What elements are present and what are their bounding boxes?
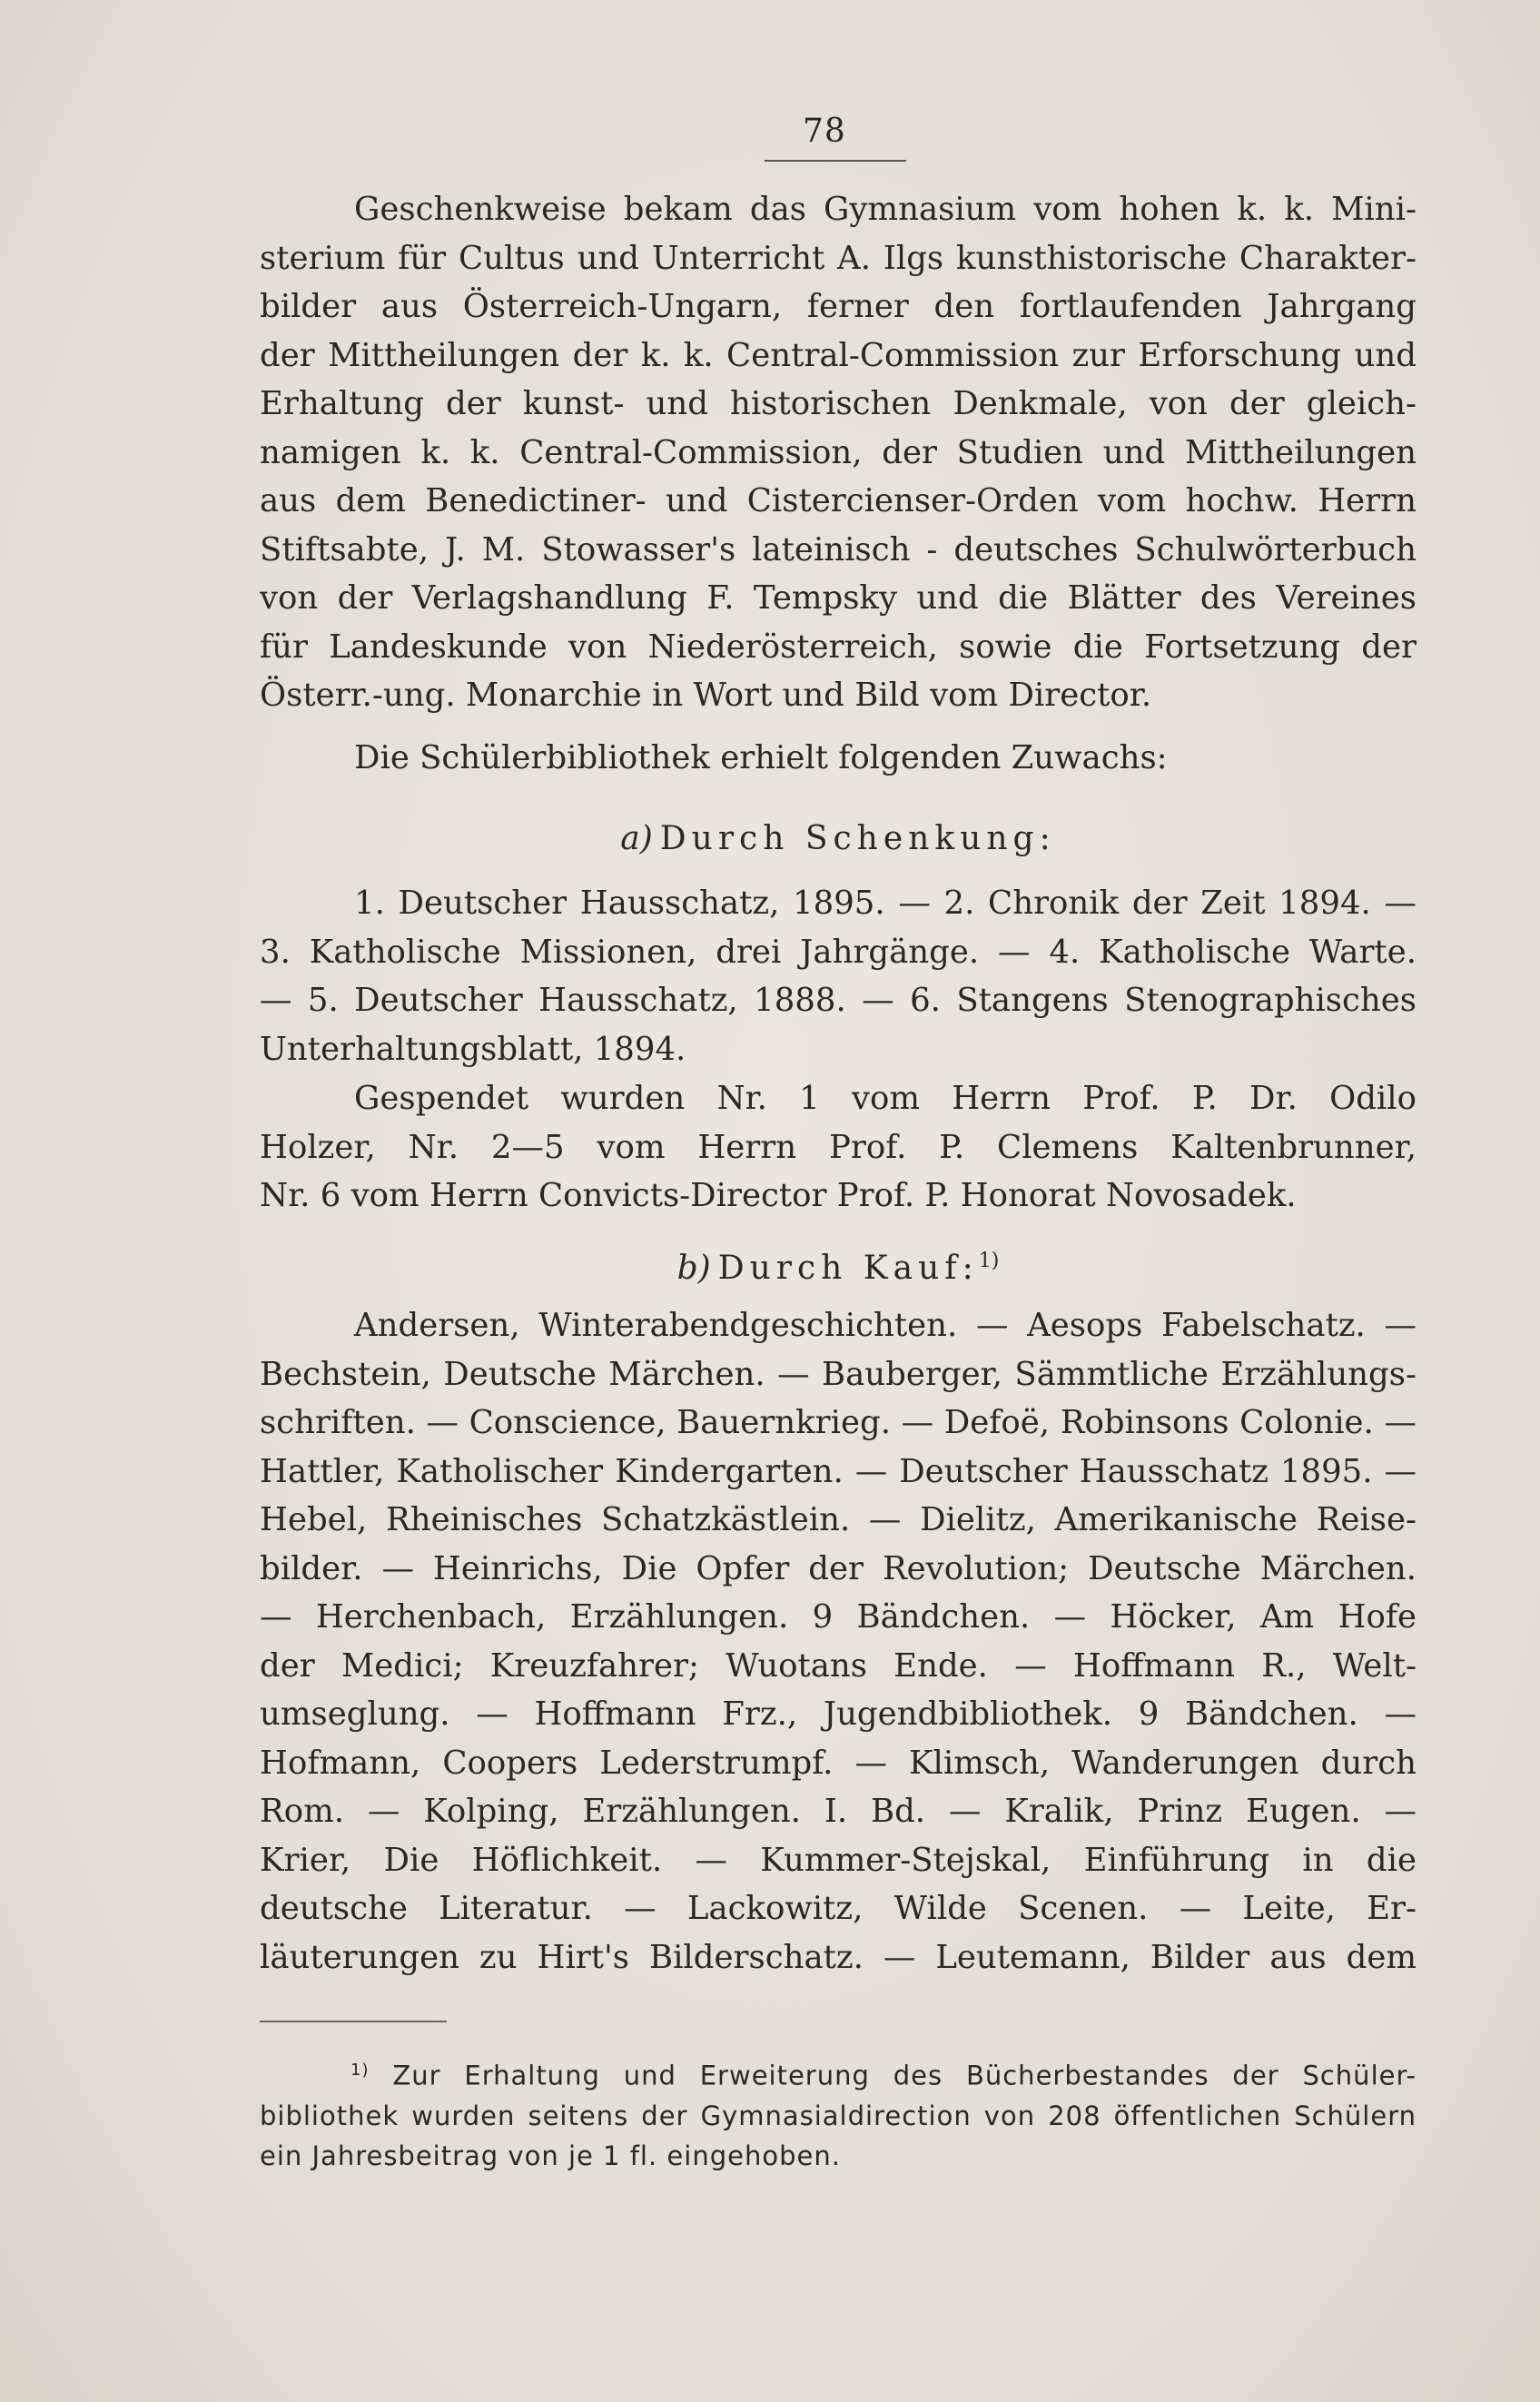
text-line: 1. Deutscher Hausschatz, 1895. — 2. Chronik der Zeit 1894. — <box>354 885 1417 922</box>
text-line: sterium für Cultus und Unterricht A. Ilgs kunsthistorische Charakter- <box>260 239 1417 277</box>
text-line: Gespendet wurden Nr. 1 vom Herrn Prof. P. Dr. Odilo <box>354 1080 1417 1117</box>
text-line: Holzer, Nr. 2—5 vom Herrn Prof. P. Clemens Kaltenbrunner, <box>260 1128 1417 1166</box>
section-a-donors <box>260 1074 1417 1221</box>
footnote-reference: 1) <box>978 1250 1000 1272</box>
text-line: 3. Katholische Missionen, drei Jahrgänge. — 4. Katholische Warte. <box>260 933 1417 971</box>
text-line: namigen k. k. Central-Commission, der Studien und Mittheilungen <box>260 433 1417 471</box>
text-line: — Herchenbach, Erzählungen. 9 Bändchen. — Höcker, Am Hofe <box>260 1598 1417 1636</box>
text-line: läuterungen zu Hirt's Bilderschatz. — Leutemann, Bilder aus dem <box>260 1938 1417 1976</box>
text-line: deutsche Literatur. — Lackowitz, Wilde Scenen. — Leite, Er- <box>260 1890 1417 1927</box>
text-line: Andersen, Winterabendgeschichten. — Aesops Fabelschatz. — <box>354 1307 1417 1344</box>
footnote-line: ein Jahresbeitrag von je 1 fl. eingehoben. <box>260 2140 841 2171</box>
text-line: Rom. — Kolping, Erzählungen. I. Bd. — Kralik, Prinz Eugen. — <box>260 1793 1417 1830</box>
section-b-heading <box>260 1250 1417 1287</box>
text-line: Bechstein, Deutsche Märchen. — Bauberger, Sämmtliche Erzählungs- <box>260 1355 1417 1393</box>
text-line: Hebel, Rheinisches Schatzkästlein. — Dielitz, Amerikanische Reise- <box>260 1501 1417 1538</box>
section-b-items <box>260 1301 1417 1982</box>
page-number-rule <box>765 160 906 162</box>
text-line: für Landeskunde von Niederösterreich, sowie die Fortsetzung der <box>260 628 1417 666</box>
section-a-letter: a) <box>620 820 653 857</box>
footnote-mark: 1) <box>350 2061 370 2080</box>
text-line: Unterhaltungsblatt, 1894. <box>260 1030 686 1068</box>
text-line: Stiftsabte, J. M. Stowasser's lateinisch - deutsches Schulwörterbuch <box>260 530 1417 568</box>
page-number: 78 <box>803 113 846 150</box>
text-line: schriften. — Conscience, Bauernkrieg. — Defoë, Robinsons Colonie. — <box>260 1404 1417 1441</box>
text-line: Hattler, Katholischer Kindergarten. — Deutscher Hausschatz 1895. — <box>260 1452 1417 1490</box>
text-line: der Mittheilungen der k. k. Central-Commission zur Erforschung und <box>260 336 1417 374</box>
footnote-line <box>260 2051 1417 2096</box>
text-line: — 5. Deutscher Hausschatz, 1888. — 6. Stangens Stenographisches <box>260 982 1417 1019</box>
text-line: Erhaltung der kunst- und historischen Denkmale, von der gleich- <box>260 385 1417 422</box>
text-line: Hofmann, Coopers Lederstrumpf. — Klimsch, Wanderungen durch <box>260 1744 1417 1782</box>
text-line: von der Verlagshandlung F. Tempsky und die Blätter des Vereines <box>260 579 1417 617</box>
footnote <box>260 2051 1417 2176</box>
text-line: aus dem Benedictiner- und Cistercienser-Orden vom hochw. Herrn <box>260 482 1417 519</box>
footnote-rule <box>260 2021 447 2022</box>
text-line: umseglung. — Hoffmann Frz., Jugendbibliothek. 9 Bändchen. — <box>260 1695 1417 1733</box>
footnote-line: bibliothek wurden seitens der Gymnasialdirection von 208 öffentlichen Schülern <box>260 2100 1417 2131</box>
text-line: Krier, Die Höflichkeit. — Kummer-Stejskal, Einführung in die <box>260 1841 1417 1879</box>
footnote-text: Zur Erhaltung und Erweiterung des Bücherbestandes der Schüler- <box>392 2060 1417 2091</box>
section-a-items <box>260 879 1417 1073</box>
text-line: der Medici; Kreuzfahrer; Wuotans Ende. — Hoffmann R., Welt- <box>260 1646 1417 1685</box>
section-b-title: Durch Kauf: <box>717 1250 979 1287</box>
gifts-paragraph <box>260 185 1417 720</box>
text-line: Österr.-ung. Monarchie in Wort und Bild vom Director. <box>260 677 1152 714</box>
section-b-letter: b) <box>676 1250 711 1287</box>
library-intro <box>260 734 1417 783</box>
text-line: Geschenkweise bekam das Gymnasium vom hohen k. k. Mini- <box>354 191 1417 228</box>
section-a-title: Durch Schenkung: <box>659 820 1056 857</box>
text-line: bilder aus Österreich-Ungarn, ferner den fortlaufenden Jahrgang <box>260 288 1417 325</box>
text-line: Nr. 6 vom Herrn Convicts-Director Prof. P. Honorat Novosadek. <box>260 1177 1297 1214</box>
section-a-heading <box>260 820 1417 857</box>
text-line: bilder. — Heinrichs, Die Opfer der Revolution; Deutsche Märchen. <box>260 1549 1417 1587</box>
text-line: Die Schülerbibliothek erhielt folgenden Zuwachs: <box>354 739 1168 776</box>
